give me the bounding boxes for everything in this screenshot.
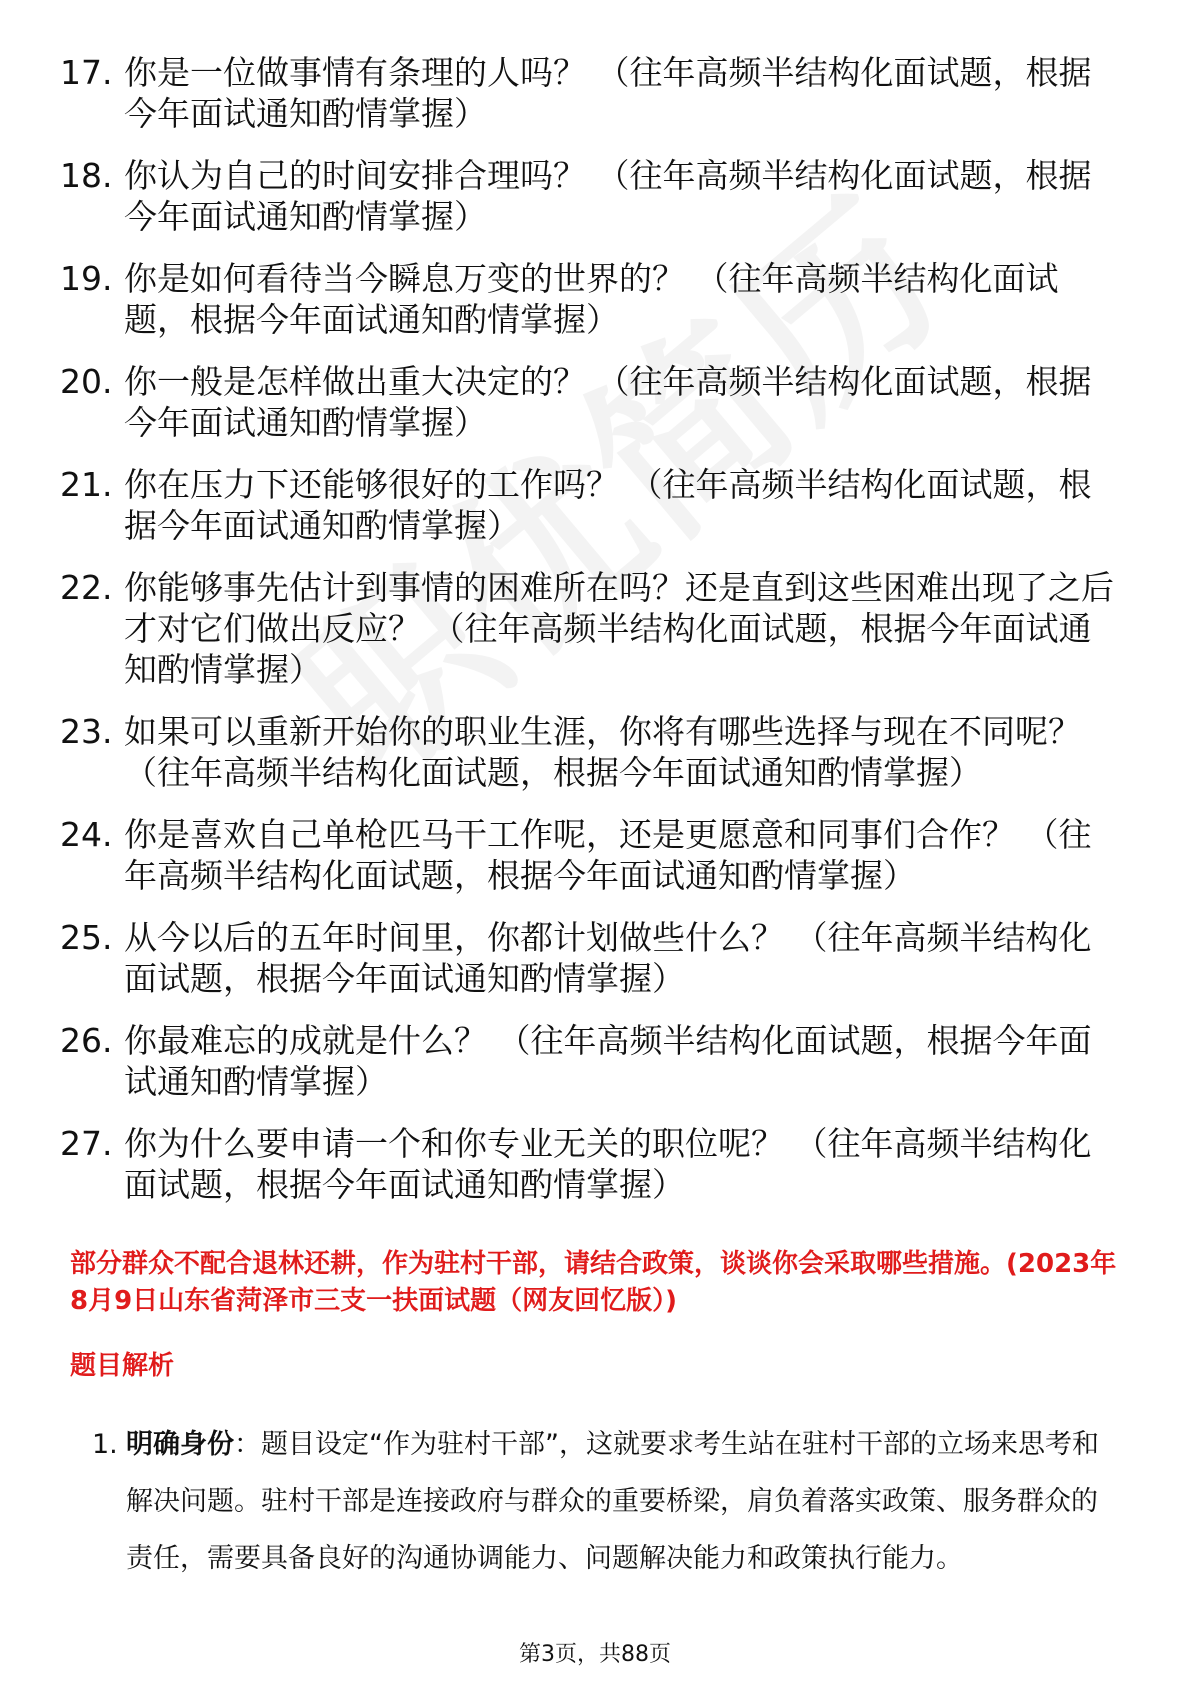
question-text: 你能够事先估计到事情的困难所在吗？还是直到这些困难出现了之后才对它们做出反应？ （往年高频半结构化面试题，根据今年面试通知酌情掌握） bbox=[124, 568, 1114, 689]
question-number: 21. bbox=[60, 465, 113, 504]
question-text: 你为什么要申请一个和你专业无关的职位呢？ （往年高频半结构化面试题，根据今年面试通知酌情掌握） bbox=[124, 1124, 1092, 1204]
question-item bbox=[60, 814, 1120, 896]
question-number: 24. bbox=[60, 815, 113, 854]
question-item bbox=[60, 1020, 1120, 1102]
page-footer: 第3页，共88页 bbox=[519, 1642, 671, 1667]
question-number: 23. bbox=[60, 712, 113, 751]
question-number: 22. bbox=[60, 568, 113, 607]
question-item bbox=[60, 464, 1120, 546]
question-item bbox=[60, 1123, 1120, 1205]
question-number: 27. bbox=[60, 1124, 113, 1163]
question-text: 如果可以重新开始你的职业生涯，你将有哪些选择与现在不同呢？ （往年高频半结构化面试题，根据今年面试通知酌情掌握） bbox=[124, 712, 1081, 792]
question-text: 你是一位做事情有条理的人吗？ （往年高频半结构化面试题，根据今年面试通知酌情掌握） bbox=[124, 53, 1092, 133]
question-text: 你在压力下还能够很好的工作吗？ （往年高频半结构化面试题，根据今年面试通知酌情掌握） bbox=[124, 465, 1092, 545]
question-item bbox=[60, 52, 1120, 134]
question-item bbox=[60, 711, 1120, 793]
question-item bbox=[60, 155, 1120, 237]
question-text: 你最难忘的成就是什么？ （往年高频半结构化面试题，根据今年面试通知酌情掌握） bbox=[124, 1021, 1092, 1101]
section-title: 部分群众不配合退林还耕，作为驻村干部，请结合政策，谈谈你会采取哪些措施。(2023年8月9日山东省菏泽市三支一扶面试题（网友回忆版）) bbox=[70, 1249, 1117, 1316]
analysis-number: 1. bbox=[92, 1429, 118, 1460]
question-list bbox=[0, 52, 1190, 1226]
question-item bbox=[60, 361, 1120, 443]
question-text: 你是如何看待当今瞬息万变的世界的？ （往年高频半结构化面试题，根据今年面试通知酌情掌握） bbox=[124, 259, 1059, 339]
question-number: 18. bbox=[60, 156, 113, 195]
analysis-keyword: 明确身份 bbox=[126, 1429, 234, 1460]
analysis-heading: 题目解析 bbox=[70, 1351, 175, 1381]
analysis-text: ：题目设定“作为驻村干部”，这就要求考生站在驻村干部的立场来思考和解决问题。驻村干部是连接政府与群众的重要桥梁，肩负着落实政策、服务群众的责任，需要具备良好的沟通协调能力、问题解决能力和政策执行能力。 bbox=[126, 1429, 1099, 1574]
question-item bbox=[60, 567, 1120, 690]
question-text: 你是喜欢自己单枪匹马干工作呢，还是更愿意和同事们合作？ （往年高频半结构化面试题，根据今年面试通知酌情掌握） bbox=[124, 815, 1092, 895]
question-text: 从今以后的五年时间里，你都计划做些什么？ （往年高频半结构化面试题，根据今年面试通知酌情掌握） bbox=[124, 918, 1092, 998]
question-item bbox=[60, 917, 1120, 999]
analysis-body bbox=[92, 1416, 1122, 1587]
question-number: 25. bbox=[60, 918, 113, 957]
question-text: 你一般是怎样做出重大决定的？ （往年高频半结构化面试题，根据今年面试通知酌情掌握） bbox=[124, 362, 1092, 442]
question-text: 你认为自己的时间安排合理吗？ （往年高频半结构化面试题，根据今年面试通知酌情掌握） bbox=[124, 156, 1092, 236]
analysis-item bbox=[92, 1416, 1122, 1587]
question-number: 26. bbox=[60, 1021, 113, 1060]
question-item bbox=[60, 258, 1120, 340]
question-number: 20. bbox=[60, 362, 113, 401]
question-number: 19. bbox=[60, 259, 113, 298]
question-number: 17. bbox=[60, 53, 113, 92]
